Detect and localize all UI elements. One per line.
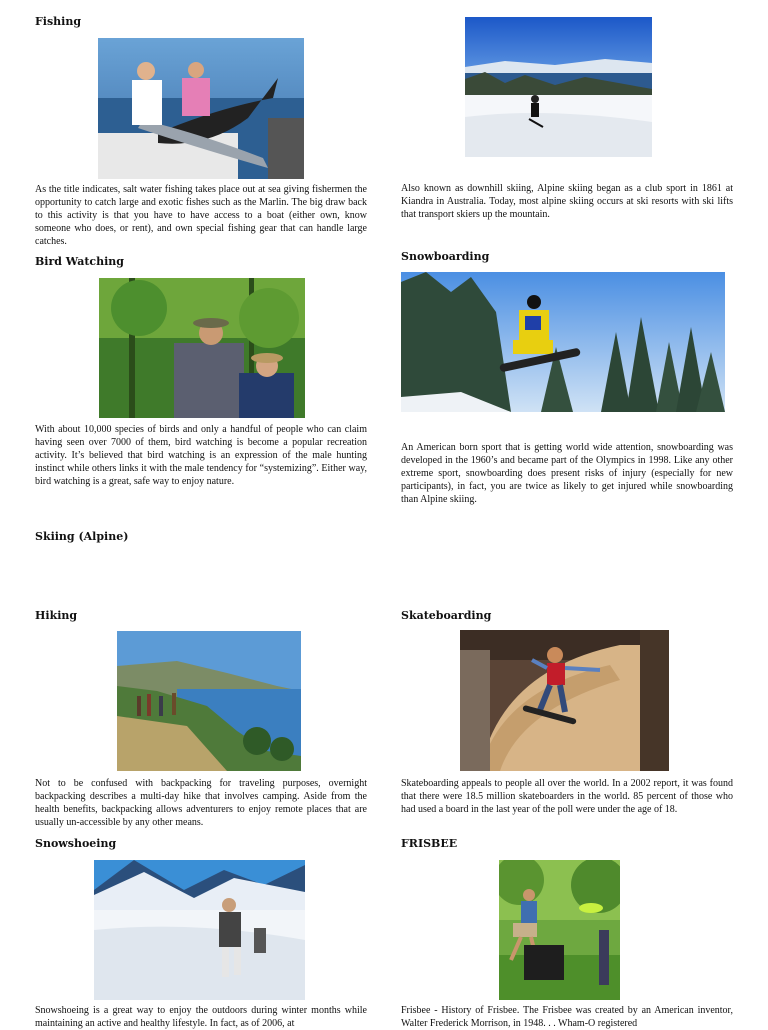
fishing-heading: Fishing [35, 15, 82, 28]
snowshoeing-photo [94, 860, 305, 1000]
bird-watching-heading: Bird Watching [35, 255, 124, 268]
frisbee-heading: FRISBEE [401, 837, 458, 850]
skiing-heading: Skiing (Alpine) [35, 530, 129, 543]
fishing-photo [98, 38, 304, 179]
frisbee-photo [499, 860, 620, 1000]
hiking-text: Not to be confused with backpacking for traveling purposes, overnight backpacking describes a multi-day hike that involves camping. Aside from the health benefits, backpacking allows adventurers to enjoy remote places that are usually un-accessible by any other means. [35, 778, 367, 828]
hiking-photo [117, 631, 301, 771]
skiing-photo [465, 17, 652, 157]
bird-watching-text: With about 10,000 species of birds and only a handful of people who can claim having seen over 7000 of them, bird watching is become a popular recreation activity. It’s believed that bird watching is an expression of the male hunting instinct while others links it with the male tendency for “systemizing”. Either way, bird watching is a great, safe way to enjoy nature. [35, 424, 367, 487]
skateboarding-photo [460, 630, 669, 771]
snowboarding-text: An American born sport that is getting world wide attention, snowboarding was developed in the 1960’s and became part of the Olympics in 1998. Like any other extreme sport, snowboarding does present risks of injury (especially for new participants), in fact, you are twice as likely to get injured while snowboarding than Alpine skiing. [401, 442, 733, 505]
hiking-heading: Hiking [35, 609, 78, 622]
fishing-text: As the title indicates, salt water fishing takes place out at sea giving fishermen the opportunity to catch large and exotic fishes such as the Marlin. The big draw back to this activity is that you have to have access to a boat (either own, know someone who does, or rent), and own special fishing gear that can handle large catches. [35, 184, 367, 247]
skateboarding-heading: Skateboarding [401, 609, 492, 622]
snowshoeing-text: Snowshoeing is a great way to enjoy the outdoors during winter months while maintaining an active and healthy lifestyle. In fact, as of 2006, at [35, 1005, 367, 1029]
skateboarding-text: Skateboarding appeals to people all over the world. In a 2002 report, it was found that there were 18.5 million skateboarders in the world. 85 percent of those who had used a board in the last year of the poll were under the age of 18. [401, 778, 733, 815]
snowboarding-heading: Snowboarding [401, 250, 490, 263]
frisbee-text: Frisbee - History of Frisbee. The Frisbee was created by an American inventor, Walter Frederick Morrison, in 1948. . . Wham-O registered [401, 1005, 733, 1029]
snowboarding-photo [401, 272, 725, 412]
snowshoeing-heading: Snowshoeing [35, 837, 117, 850]
bird-watching-photo [99, 278, 305, 418]
skiing-text: Also known as downhill skiing, Alpine skiing began as a club sport in 1861 at Kiandra in Australia. Today, most alpine skiing occurs at ski resorts with ski lifts that transport skiers up the mountain. [401, 183, 733, 220]
